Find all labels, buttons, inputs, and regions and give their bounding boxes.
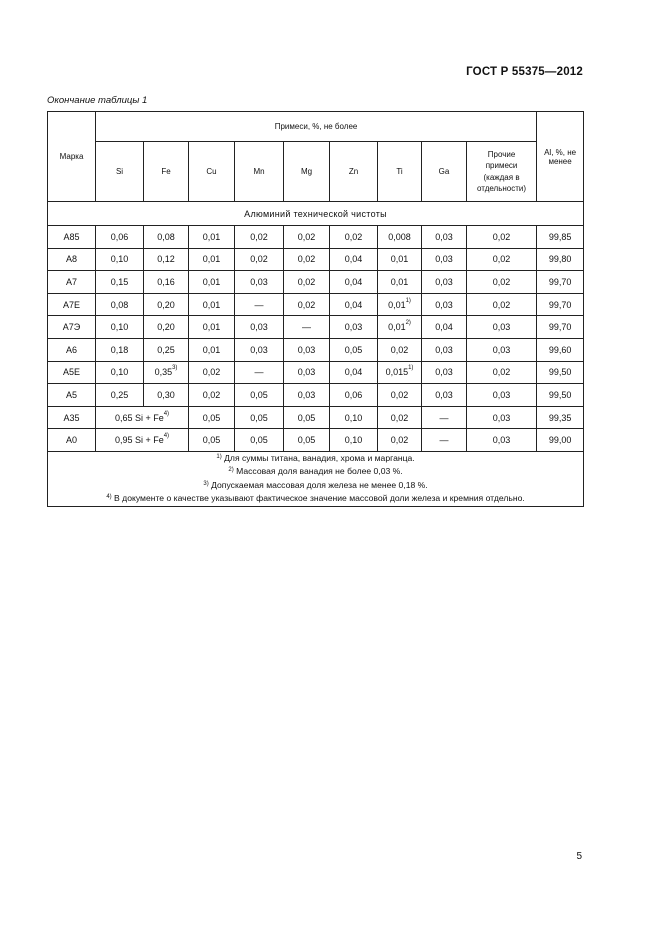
header-other-line1: Прочие	[487, 149, 516, 159]
cell-zn: 0,02	[330, 226, 378, 249]
cell-ti: 0,01	[378, 248, 422, 271]
data-rows	[48, 226, 584, 452]
footnote-ref: 3)	[172, 365, 178, 372]
cell-zn: 0,10	[330, 406, 378, 429]
cell-si: 0,06	[96, 226, 144, 249]
footnote-ref: 4)	[163, 433, 170, 440]
header-ga: Ga	[422, 142, 467, 202]
header-si: Si	[96, 142, 144, 202]
cell-mn: —	[235, 361, 284, 384]
cell-grade: А35	[48, 406, 96, 429]
footnote-ref: 4)	[163, 410, 170, 417]
cell-al: 99,70	[537, 271, 584, 294]
cell-grade: А85	[48, 226, 96, 249]
cell-cu: 0,01	[189, 248, 235, 271]
cell-al: 99,85	[537, 226, 584, 249]
cell-ti: 0,01	[378, 271, 422, 294]
cell-mn: 0,03	[235, 338, 284, 361]
footnote-ref: 1)	[405, 297, 411, 304]
cell-si-fe-sum: 0,65 $Si + Fe^{4)}$	[96, 406, 189, 429]
cell-si: 0,10	[96, 248, 144, 271]
cell-mn: 0,05	[235, 429, 284, 452]
cell-mg: —	[284, 316, 330, 339]
footnote-ref: 2)	[405, 320, 411, 327]
header-fe: Fe	[144, 142, 189, 202]
header-mg: Mg	[284, 142, 330, 202]
table-row	[48, 248, 584, 271]
cell-al: 99,35	[537, 406, 584, 429]
footnote-mark: 4)	[106, 494, 112, 501]
cell-fe: 0,20	[144, 316, 189, 339]
cell-al: 99,70	[537, 316, 584, 339]
table-row	[48, 384, 584, 407]
cell-si: 0,10	[96, 316, 144, 339]
cell-mg: 0,05	[284, 429, 330, 452]
cell-mg: 0,02	[284, 248, 330, 271]
cell-zn: 0,06	[330, 384, 378, 407]
header-zn: Zn	[330, 142, 378, 202]
cell-fe: 0,25	[144, 338, 189, 361]
section-title: Алюминий технической чистоты	[48, 202, 584, 226]
cell-al: 99,70	[537, 293, 584, 316]
composition-table	[47, 111, 584, 507]
cell-si-fe-sum: 0,95 $Si + Fe^{4)}$	[96, 429, 189, 452]
footnote-mark: 3)	[203, 480, 209, 487]
cell-mn: 0,02	[235, 226, 284, 249]
header-other-line2: примеси	[485, 161, 518, 170]
cell-mn: 0,03	[235, 271, 284, 294]
cell-grade: А0	[48, 429, 96, 452]
header-other-line3: (каждая в	[483, 172, 520, 182]
cell-cu: 0,02	[189, 384, 235, 407]
footnote-line: $^{1)}$ Для суммы титана, ванадия, хрома и марганца.	[216, 452, 415, 463]
cell-zn: 0,04	[330, 271, 378, 294]
cell-fe: 0,16	[144, 271, 189, 294]
cell-si: 0,25	[96, 384, 144, 407]
cell-other: 0,03	[467, 338, 537, 361]
page-number: 5	[576, 851, 582, 862]
cell-ga: 0,03	[422, 338, 467, 361]
cell-zn: 0,04	[330, 361, 378, 384]
footnote-mark: 1)	[216, 453, 222, 460]
cell-mg: 0,02	[284, 293, 330, 316]
cell-zn: 0,04	[330, 248, 378, 271]
header-impurities-group: Примеси, %, не более	[96, 112, 537, 142]
cell-zn: 0,10	[330, 429, 378, 452]
cell-cu: 0,05	[189, 429, 235, 452]
cell-mg: 0,05	[284, 406, 330, 429]
standard-code: ГОСТ Р 55375—2012	[466, 66, 583, 78]
cell-grade: А6	[48, 338, 96, 361]
cell-fe: 0,08	[144, 226, 189, 249]
cell-mg: 0,03	[284, 361, 330, 384]
cell-al: 99,00	[537, 429, 584, 452]
cell-al: 99,50	[537, 384, 584, 407]
cell-ga: 0,03	[422, 384, 467, 407]
table-row	[48, 406, 584, 429]
cell-cu: 0,01	[189, 293, 235, 316]
cell-fe: 0,20	[144, 293, 189, 316]
cell-mg: 0,02	[284, 226, 330, 249]
cell-grade: А5	[48, 384, 96, 407]
cell-al: 99,80	[537, 248, 584, 271]
header-mn: Mn	[235, 142, 284, 202]
header-other-line4: отдельности)	[477, 184, 527, 193]
header-al-line2: менее	[548, 156, 572, 166]
cell-ga: 0,03	[422, 293, 467, 316]
cell-mn: —	[235, 293, 284, 316]
cell-mg: 0,03	[284, 384, 330, 407]
cell-mg: 0,02	[284, 271, 330, 294]
cell-si: 0,18	[96, 338, 144, 361]
cell-grade: А5Е	[48, 361, 96, 384]
footnotes	[48, 451, 584, 506]
cell-zn: 0,04	[330, 293, 378, 316]
cell-cu: 0,01	[189, 271, 235, 294]
cell-fe: 0,30	[144, 384, 189, 407]
cell-other: 0,02	[467, 271, 537, 294]
cell-mn: 0,02	[235, 248, 284, 271]
cell-grade: А8	[48, 248, 96, 271]
cell-cu: 0,01	[189, 316, 235, 339]
cell-al: 99,50	[537, 361, 584, 384]
cell-cu: 0,02	[189, 361, 235, 384]
cell-ti: 0,02	[378, 338, 422, 361]
cell-ga: 0,04	[422, 316, 467, 339]
footnote-line: $^{4)}$ В документе о качестве указывают фактическое значение массовой доли железа и кремния отдельно.	[106, 493, 525, 504]
cell-ga: 0,03	[422, 271, 467, 294]
cell-other: 0,03	[467, 384, 537, 407]
footnote-line: $^{2)}$ Массовая доля ванадия не более 0,03 %.	[228, 466, 403, 477]
cell-grade: А7	[48, 271, 96, 294]
cell-other: 0,03	[467, 406, 537, 429]
cell-si: 0,15	[96, 271, 144, 294]
table-row	[48, 429, 584, 452]
cell-mg: 0,03	[284, 338, 330, 361]
cell-other: 0,03	[467, 429, 537, 452]
footnote-line: $^{3)}$ Допускаемая массовая доля железа не менее 0,18 %.	[203, 479, 428, 490]
header-aluminium	[537, 112, 584, 202]
cell-ti: 0,015$^{1)}$	[378, 361, 422, 384]
header-al-line1: Al, %, не	[544, 147, 577, 157]
cell-ti: 0,01$^{2)}$	[378, 316, 422, 339]
cell-fe: 0,12	[144, 248, 189, 271]
table-row	[48, 271, 584, 294]
cell-al: 99,60	[537, 338, 584, 361]
cell-si: 0,08	[96, 293, 144, 316]
cell-other: 0,02	[467, 248, 537, 271]
cell-zn: 0,05	[330, 338, 378, 361]
cell-other: 0,03	[467, 316, 537, 339]
cell-fe: 0,35$^{3)}$	[144, 361, 189, 384]
cell-grade: А7Э	[48, 316, 96, 339]
table-row	[48, 226, 584, 249]
cell-ti: 0,02	[378, 429, 422, 452]
footnote-ref: 1)	[408, 365, 414, 372]
cell-si: 0,10	[96, 361, 144, 384]
cell-cu: 0,01	[189, 226, 235, 249]
cell-ti: 0,02	[378, 406, 422, 429]
cell-cu: 0,01	[189, 338, 235, 361]
cell-zn: 0,03	[330, 316, 378, 339]
header-ti: Ti	[378, 142, 422, 202]
cell-mn: 0,05	[235, 406, 284, 429]
cell-ga: 0,03	[422, 361, 467, 384]
table-row	[48, 338, 584, 361]
cell-ti: 0,01$^{1)}$	[378, 293, 422, 316]
table-row	[48, 316, 584, 339]
cell-cu: 0,05	[189, 406, 235, 429]
cell-other: 0,02	[467, 293, 537, 316]
cell-ti: 0,02	[378, 384, 422, 407]
cell-ga: —	[422, 429, 467, 452]
footnote-mark: 2)	[228, 467, 234, 474]
cell-ga: 0,03	[422, 248, 467, 271]
table-row	[48, 293, 584, 316]
cell-mn: 0,05	[235, 384, 284, 407]
header-other	[467, 142, 537, 202]
cell-ga: —	[422, 406, 467, 429]
header-cu: Cu	[189, 142, 235, 202]
cell-other: 0,02	[467, 361, 537, 384]
cell-mn: 0,03	[235, 316, 284, 339]
cell-grade: А7Е	[48, 293, 96, 316]
table-row	[48, 361, 584, 384]
cell-ti: 0,008	[378, 226, 422, 249]
cell-other: 0,02	[467, 226, 537, 249]
table-caption: Окончание таблицы 1	[47, 95, 148, 106]
cell-ga: 0,03	[422, 226, 467, 249]
header-grade: Марка	[48, 112, 96, 202]
